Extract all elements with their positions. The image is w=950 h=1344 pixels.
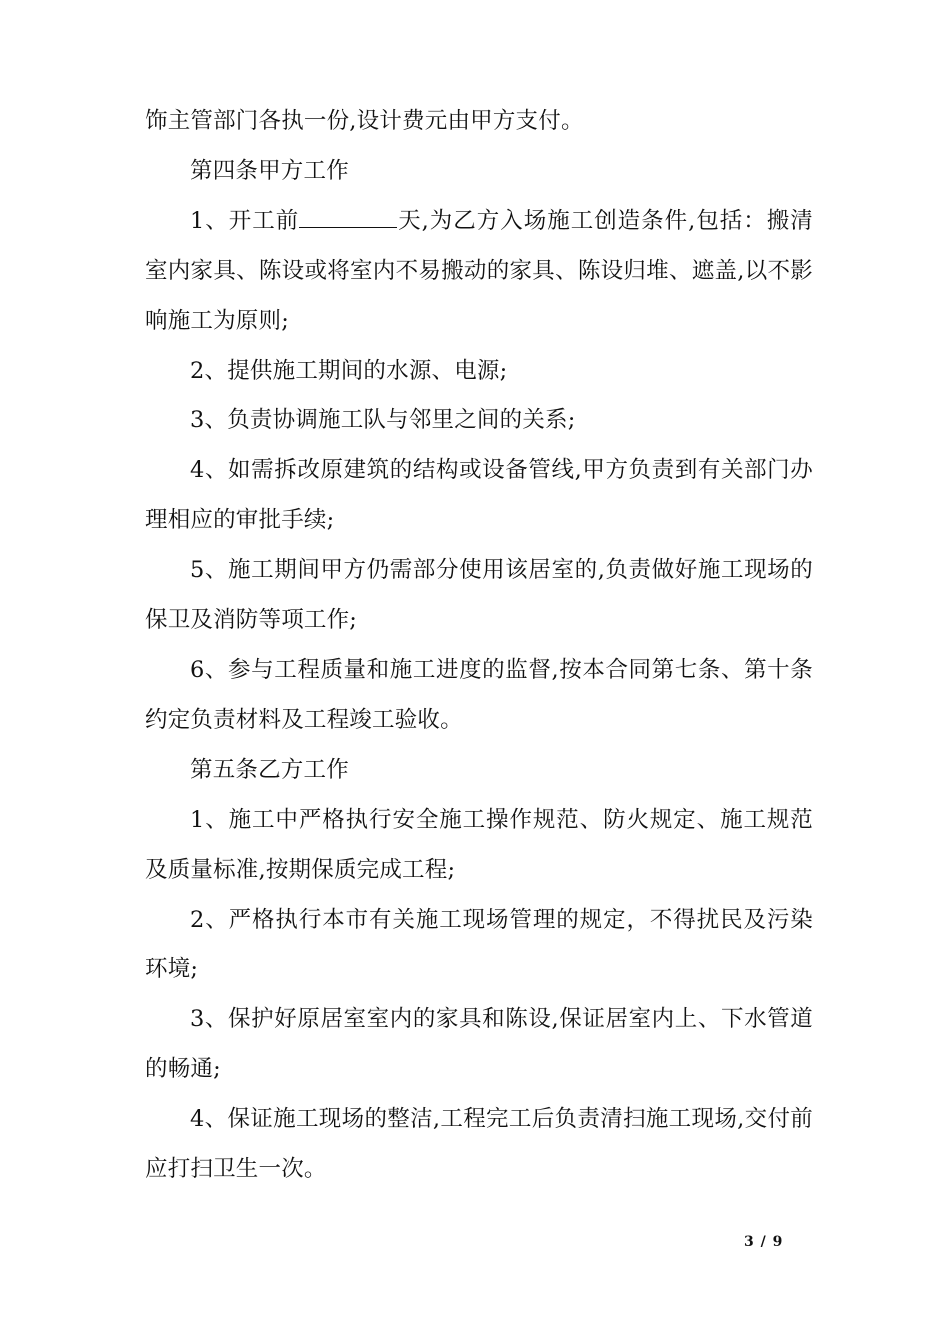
- article-5-heading: 第五条乙方工作: [190, 756, 349, 783]
- article-4-item-6: 6、参与工程质量和施工进度的监督,按本合同第七条、第十条约定负责材料及工程竣工验收。: [145, 656, 813, 733]
- item-1-text-after-blank: 天,为乙方入场施工创造条件,包括：搬清室内家具、陈设或将室内不易搬动的家具、陈设归堆、遮盖,以不影响施工为原则;: [145, 207, 813, 334]
- article-4-item-4: 4、如需拆改原建筑的结构或设备管线,甲方负责到有关部门办理相应的审批手续;: [145, 457, 813, 534]
- article-4-item-5: 5、施工期间甲方仍需部分使用该居室的,负责做好施工现场的保卫及消防等项工作;: [145, 557, 813, 634]
- article-4-item-2: 2、提供施工期间的水源、电源;: [190, 357, 508, 384]
- article-5-item-3: 3、保护好原居室室内的家具和陈设,保证居室内上、下水管道的畅通;: [145, 1006, 813, 1083]
- article-4-heading: 第四条甲方工作: [190, 157, 349, 184]
- paragraph-continuation: 饰主管部门各执一份,设计费元由甲方支付。: [145, 108, 584, 134]
- article-4-item-1: [145, 197, 813, 347]
- document-body: [145, 97, 813, 1195]
- page-number: 3 / 9: [744, 1234, 784, 1250]
- item-1-text-before-blank: 1、开工前: [190, 207, 300, 234]
- fill-in-blank: [299, 209, 397, 228]
- article-5-item-2: 2、严格执行本市有关施工现场管理的规定，不得扰民及污染环境;: [145, 906, 813, 983]
- article-5-item-4: 4、保证施工现场的整洁,工程完工后负责清扫施工现场,交付前应打扫卫生一次。: [145, 1106, 813, 1183]
- article-4-item-3: 3、负责协调施工队与邻里之间的关系;: [190, 407, 576, 434]
- article-5-item-1: 1、施工中严格执行安全施工操作规范、防火规定、施工规范及质量标准,按期保质完成工程;: [145, 806, 813, 883]
